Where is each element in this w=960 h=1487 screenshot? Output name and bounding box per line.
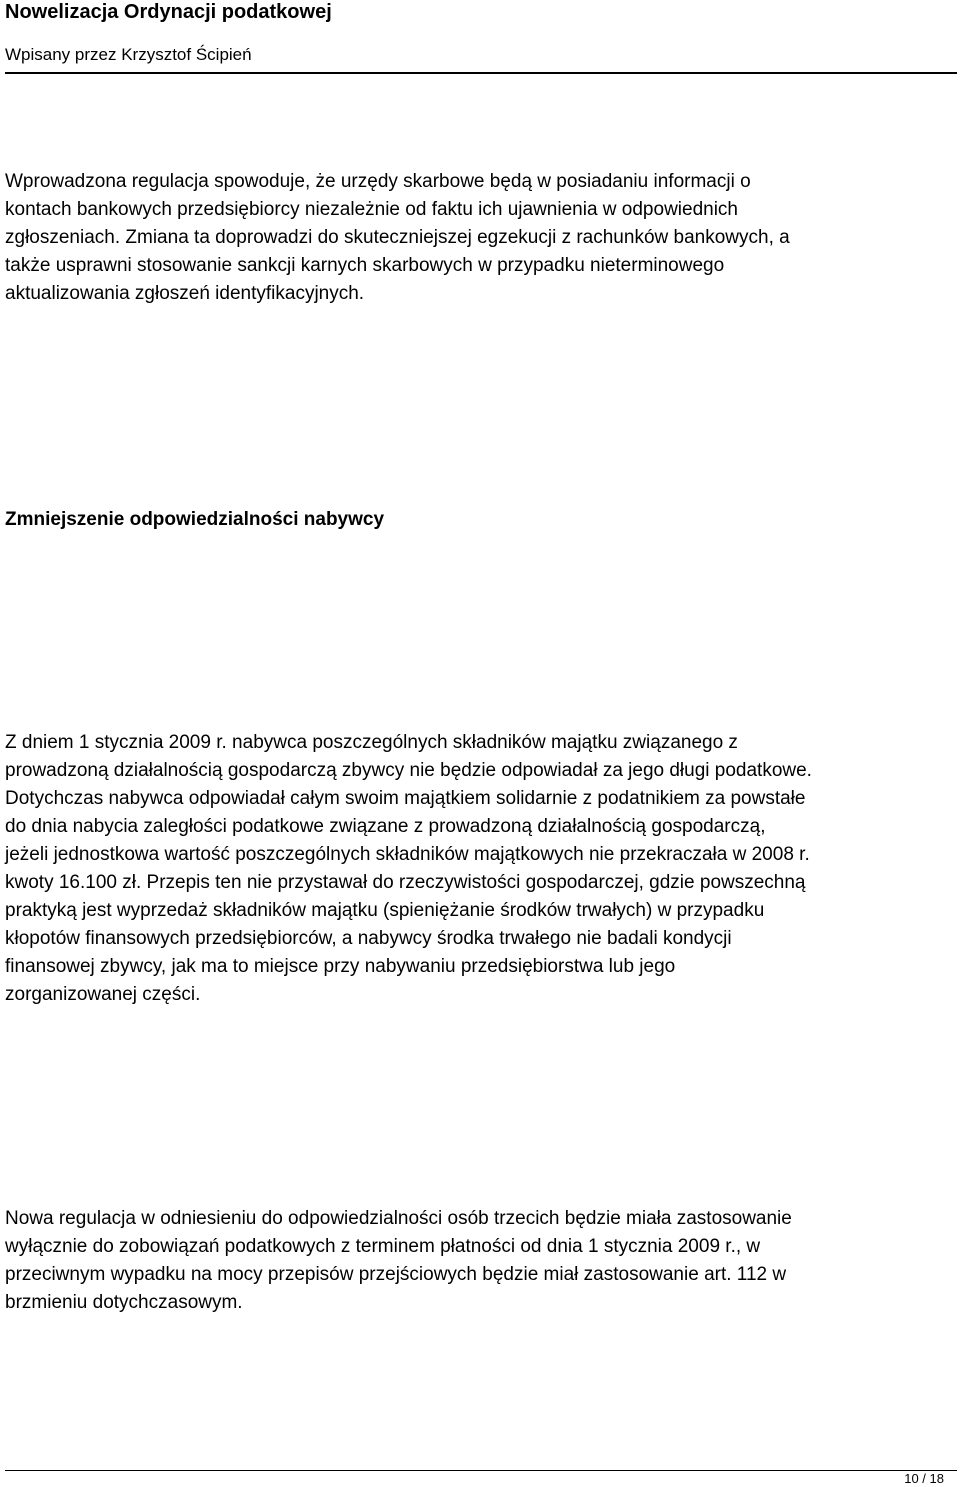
text-line: brzmieniu dotychczasowym. [5,1292,243,1313]
text-line: kwoty 16.100 zł. Przepis ten nie przystawał do rzeczywistości gospodarczej, gdzie powszechną [5,872,806,893]
text-line: praktyką jest wyprzedaż składników majątku (spieniężanie środków trwałych) w przypadku [5,900,765,921]
text-line: zgłoszeniach. Zmiana ta doprowadzi do skuteczniejszej egzekucji z rachunków bankowych, a [5,227,790,248]
footer-divider [5,1470,957,1471]
paragraph-buyer-liability [5,729,957,1009]
document-title: Nowelizacja Ordynacji podatkowej [5,1,332,23]
text-line: finansowej zbywcy, jak ma to miejsce przy nabywaniu przedsiębiorstwa lub jego [5,956,676,977]
text-line: Nowa regulacja w odniesieniu do odpowiedzialności osób trzecich będzie miała zastosowanie [5,1208,792,1229]
paragraph-bank-accounts [5,168,957,308]
text-line: kontach bankowych przedsiębiorcy niezależnie od faktu ich ujawnienia w odpowiednich [5,199,738,220]
text-line: kłopotów finansowych przedsiębiorców, a nabywcy środka trwałego nie badali kondycji [5,928,732,949]
page-number: 10 / 18 [904,1471,944,1486]
text-line: jeżeli jednostkowa wartość poszczególnych składników majątkowych nie przekraczała w 2008 r. [5,844,810,865]
header-divider [5,72,957,74]
text-line: wyłącznie do zobowiązań podatkowych z terminem płatności od dnia 1 stycznia 2009 r., w [5,1236,761,1257]
text-line: Wprowadzona regulacja spowoduje, że urzędy skarbowe będą w posiadaniu informacji o [5,171,751,192]
document-author: Wpisany przez Krzysztof Ścipień [5,45,252,64]
text-line: przeciwnym wypadku na mocy przepisów przejściowych będzie miał zastosowanie art. 112 w [5,1264,787,1285]
text-line: zorganizowanej części. [5,984,201,1005]
text-line: także usprawni stosowanie sankcji karnych skarbowych w przypadku nieterminowego [5,255,725,276]
text-line: prowadzoną działalnością gospodarczą zbywcy nie będzie odpowiadał za jego długi podatkowe. [5,760,812,781]
text-line: do dnia nabycia zaległości podatkowe związane z prowadzoną działalnością gospodarczą, [5,816,766,837]
paragraph-third-party-liability [5,1205,957,1317]
text-line: aktualizowania zgłoszeń identyfikacyjnych. [5,283,365,304]
text-line: Dotychczas nabywca odpowiadał całym swoim majątkiem solidarnie z podatnikiem za powstałe [5,788,806,809]
text-line: Z dniem 1 stycznia 2009 r. nabywca poszczególnych składników majątku związanego z [5,732,738,753]
section-heading: Zmniejszenie odpowiedzialności nabywcy [5,509,385,530]
